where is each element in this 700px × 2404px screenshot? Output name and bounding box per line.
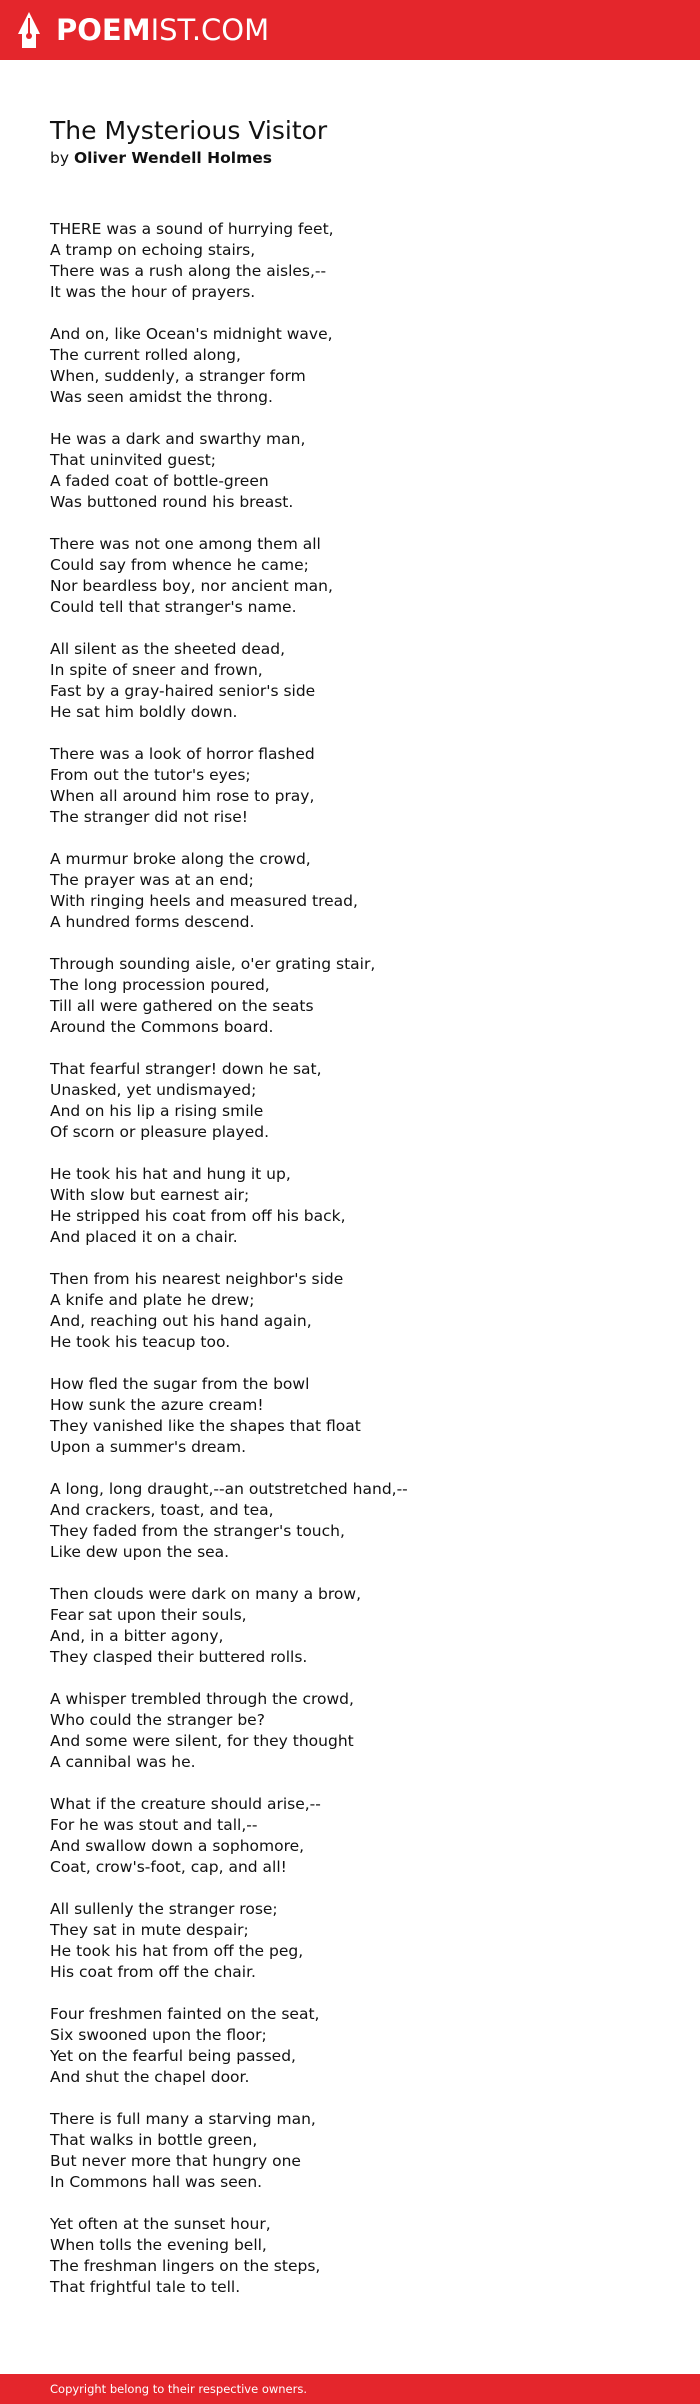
poem-line: The long procession poured, [50, 976, 270, 994]
stanza [50, 1689, 650, 1773]
poem-line: Was buttoned round his breast. [50, 493, 294, 511]
poem-line: Six swooned upon the floor; [50, 2026, 267, 2044]
poem-line: Unasked, yet undismayed; [50, 1081, 257, 1099]
poem-line: When tolls the evening bell, [50, 2236, 267, 2254]
poem-line: A tramp on echoing stairs, [50, 241, 256, 259]
poem-line: There was a look of horror flashed [50, 745, 315, 763]
site-footer [0, 2374, 700, 2404]
poem-line: The freshman lingers on the steps, [50, 2257, 321, 2275]
stanza [50, 324, 650, 408]
poem-line: He sat him boldly down. [50, 703, 238, 721]
poem-line: That fearful stranger! down he sat, [50, 1060, 322, 1078]
poem-line: And on, like Ocean's midnight wave, [50, 325, 333, 343]
poem-line: How fled the sugar from the bowl [50, 1375, 310, 1393]
poem-line: But never more that hungry one [50, 2152, 301, 2170]
poem-line: With slow but earnest air; [50, 1186, 250, 1204]
poem-line: That walks in bottle green, [50, 2131, 258, 2149]
pen-nib-icon [16, 10, 42, 50]
poem-line: Fast by a gray-haired senior's side [50, 682, 316, 700]
logo-wordmark-light: IST.COM [150, 13, 270, 47]
poem-line: With ringing heels and measured tread, [50, 892, 358, 910]
poem-line: Yet on the fearful being passed, [50, 2047, 296, 2065]
poem-line: In Commons hall was seen. [50, 2173, 263, 2191]
poem-line: When, suddenly, a stranger form [50, 367, 306, 385]
stanza [50, 1794, 650, 1878]
poem-line: And, in a bitter agony, [50, 1627, 224, 1645]
poem-line: Coat, crow's-foot, cap, and all! [50, 1858, 287, 1876]
poem-line: That frightful tale to tell. [50, 2278, 241, 2296]
poem-line: For he was stout and tall,-- [50, 1816, 258, 1834]
poem-line: From out the tutor's eyes; [50, 766, 251, 784]
stanza [50, 219, 650, 303]
site-logo[interactable] [16, 10, 269, 50]
poem-line: Who could the stranger be? [50, 1711, 265, 1729]
poem-line: He was a dark and swarthy man, [50, 430, 306, 448]
poem-line: Then from his nearest neighbor's side [50, 1270, 344, 1288]
poem-line: Then clouds were dark on many a brow, [50, 1585, 362, 1603]
poem-line: In spite of sneer and frown, [50, 661, 263, 679]
poem-line: How sunk the azure cream! [50, 1396, 264, 1414]
poem-line: Fear sat upon their souls, [50, 1606, 247, 1624]
poem-author: Oliver Wendell Holmes [73, 149, 272, 167]
poem-line: A murmur broke along the crowd, [50, 850, 311, 868]
poem-title: The Mysterious Visitor [50, 116, 328, 145]
stanza [50, 1059, 650, 1143]
poem-line: It was the hour of prayers. [50, 283, 256, 301]
poem-line: The prayer was at an end; [50, 871, 254, 889]
poem-body [50, 219, 650, 2319]
poem-line: And swallow down a sophomore, [50, 1837, 305, 1855]
poem-line: He took his teacup too. [50, 1333, 231, 1351]
poem-line: A long, long draught,--an outstretched hand,-- [50, 1480, 408, 1498]
poem-line: A cannibal was he. [50, 1753, 196, 1771]
poem-line: And some were silent, for they thought [50, 1732, 354, 1750]
poem-line: Till all were gathered on the seats [50, 997, 314, 1015]
poem-line: They vanished like the shapes that float [50, 1417, 361, 1435]
poem-line: Around the Commons board. [50, 1018, 274, 1036]
poem-line: The current rolled along, [50, 346, 241, 364]
poem-line: They faded from the stranger's touch, [50, 1522, 345, 1540]
poem-line: All silent as the sheeted dead, [50, 640, 286, 658]
poem-byline [50, 146, 272, 170]
site-header [0, 0, 700, 60]
poem-line: Of scorn or pleasure played. [50, 1123, 269, 1141]
poem-line: His coat from off the chair. [50, 1963, 256, 1981]
stanza [50, 1374, 650, 1458]
poem-line: They sat in mute despair; [50, 1921, 249, 1939]
stanza [50, 849, 650, 933]
stanza [50, 1479, 650, 1563]
poem-line: Could tell that stranger's name. [50, 598, 297, 616]
logo-wordmark [56, 10, 269, 50]
poem-line: He took his hat and hung it up, [50, 1165, 291, 1183]
stanza [50, 1269, 650, 1353]
stanza [50, 2004, 650, 2088]
poem-line: Four freshmen fainted on the seat, [50, 2005, 320, 2023]
poem-line: And on his lip a rising smile [50, 1102, 264, 1120]
poem-line: A hundred forms descend. [50, 913, 255, 931]
poem-line: What if the creature should arise,-- [50, 1795, 321, 1813]
poem-line: A knife and plate he drew; [50, 1291, 255, 1309]
poem-line: And placed it on a chair. [50, 1228, 238, 1246]
byline-label: by [50, 149, 70, 167]
poem-line: Through sounding aisle, o'er grating stair, [50, 955, 376, 973]
poem-line: Nor beardless boy, nor ancient man, [50, 577, 333, 595]
stanza [50, 2109, 650, 2193]
stanza [50, 744, 650, 828]
poem-line: That uninvited guest; [50, 451, 217, 469]
logo-wordmark-bold: POEM [56, 13, 151, 47]
copyright-notice: Copyright belong to their respective owners. [50, 2382, 308, 2396]
poem-line: There was not one among them all [50, 535, 321, 553]
poem-line: All sullenly the stranger rose; [50, 1900, 278, 1918]
poem-line: They clasped their buttered rolls. [50, 1648, 308, 1666]
poem-line: He stripped his coat from off his back, [50, 1207, 346, 1225]
poem-line: He took his hat from off the peg, [50, 1942, 304, 1960]
poem-line: And, reaching out his hand again, [50, 1312, 312, 1330]
poem-line: Yet often at the sunset hour, [50, 2215, 271, 2233]
stanza [50, 639, 650, 723]
stanza [50, 534, 650, 618]
poem-line: Like dew upon the sea. [50, 1543, 230, 1561]
poem-line: Upon a summer's dream. [50, 1438, 247, 1456]
stanza [50, 429, 650, 513]
poem-line: When all around him rose to pray, [50, 787, 315, 805]
poem-line: A whisper trembled through the crowd, [50, 1690, 354, 1708]
poem-line: Could say from whence he came; [50, 556, 309, 574]
poem-line: A faded coat of bottle-green [50, 472, 269, 490]
poem-line: Was seen amidst the throng. [50, 388, 273, 406]
stanza [50, 1164, 650, 1248]
poem-line: THERE was a sound of hurrying feet, [50, 220, 334, 238]
stanza [50, 1584, 650, 1668]
poem-line: The stranger did not rise! [50, 808, 249, 826]
poem-line: And crackers, toast, and tea, [50, 1501, 274, 1519]
poem-line: There is full many a starving man, [50, 2110, 316, 2128]
stanza [50, 2214, 650, 2298]
stanza [50, 1899, 650, 1983]
poem-line: And shut the chapel door. [50, 2068, 250, 2086]
stanza [50, 954, 650, 1038]
poem-line: There was a rush along the aisles,-- [50, 262, 327, 280]
